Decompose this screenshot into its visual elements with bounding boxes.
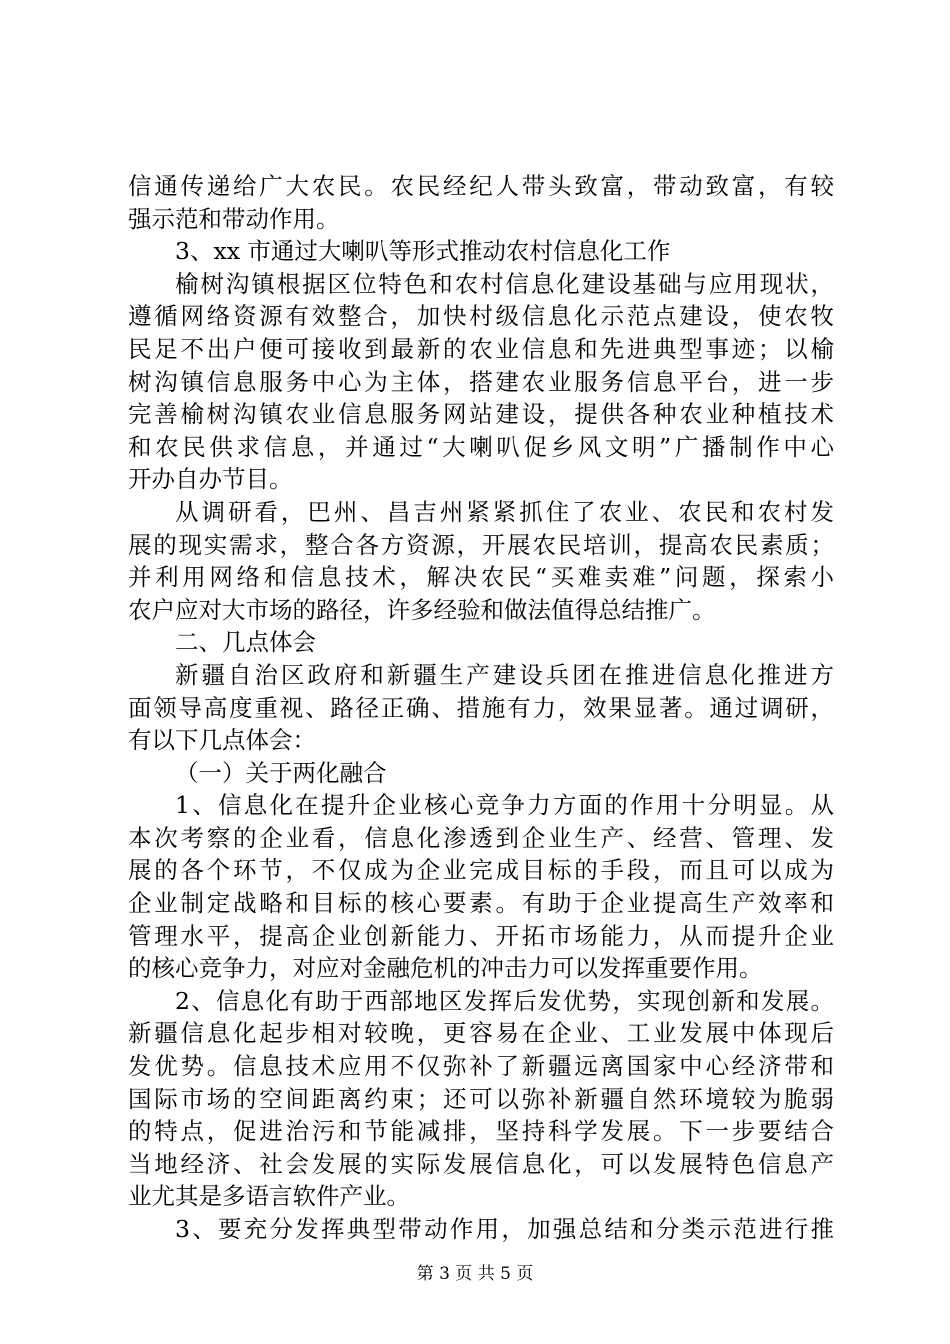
text-line: 当地经济、社会发展的实际发展信息化，可以发展特色信息产 <box>128 1149 834 1178</box>
text-line: 有以下几点体会： <box>128 726 316 755</box>
text-line: 信通传递给广大农民。农民经纪人带头致富，带动致富，有较 <box>128 172 834 200</box>
text-line: 开办自办节目。 <box>128 465 293 494</box>
text-line: 从调研看，巴州、昌吉州紧紧抓住了农业、农民和农村发 <box>175 497 834 526</box>
text-line: 本次考察的企业看，信息化渗透到企业生产、经营、管理、发 <box>128 823 834 852</box>
text-line: 3、xx 市通过大喇叭等形式推动农村信息化工作 <box>175 237 671 266</box>
text-line: 3、要充分发挥典型带动作用，加强总结和分类示范进行推 <box>175 1215 834 1243</box>
text-line: 树沟镇信息服务中心为主体，搭建农业服务信息平台，进一步 <box>128 367 834 396</box>
text-line: 发优势。信息技术应用不仅弥补了新疆远离国家中心经济带和 <box>128 1052 834 1081</box>
text-line: 1、信息化在提升企业核心竞争力方面的作用十分明显。从 <box>175 791 834 820</box>
text-line: （一）关于两化融合 <box>175 758 387 787</box>
page-footer: 第 3 页 共 5 页 <box>416 1264 534 1284</box>
text-line: 国际市场的空间距离约束；还可以弥补新疆自然环境较为脆弱 <box>128 1084 834 1113</box>
text-line: 企业制定战略和目标的核心要素。有助于企业提高生产效率和 <box>128 889 834 918</box>
text-line: 二、几点体会 <box>175 628 316 657</box>
text-line: 强示范和带动作用。 <box>128 204 340 233</box>
text-line: 的核心竞争力，对应对金融危机的冲击力可以发挥重要作用。 <box>128 954 763 983</box>
text-line: 新疆信息化起步相对较晚，更容易在企业、工业发展中体现后 <box>128 1019 834 1048</box>
text-line: 2、信息化有助于西部地区发挥后发优势，实现创新和发展。 <box>175 986 834 1015</box>
text-line: 业尤其是多语言软件产业。 <box>128 1182 410 1211</box>
text-line: 和农民供求信息，并通过“大喇叭促乡风文明”广播制作中心 <box>128 432 834 461</box>
text-line: 的特点，促进治污和节能减排，坚持科学发展。下一步要结合 <box>128 1117 834 1146</box>
text-line: 完善榆树沟镇农业信息服务网站建设，提供各种农业种植技术 <box>128 400 834 429</box>
text-line: 民足不出户便可接收到最新的农业信息和先进典型事迹；以榆 <box>128 334 834 363</box>
text-line: 农户应对大市场的路径，许多经验和做法值得总结推广。 <box>128 595 716 624</box>
text-line: 新疆自治区政府和新疆生产建设兵团在推进信息化推进方 <box>175 660 834 689</box>
body-text <box>128 170 834 1246</box>
text-line: 展的各个环节，不仅成为企业完成目标的手段，而且可以成为 <box>128 856 834 885</box>
text-line: 并利用网络和信息技术，解决农民“买难卖难”问题，探索小 <box>128 563 834 592</box>
text-line: 面领导高度重视、路径正确、措施有力，效果显著。通过调研， <box>128 693 834 722</box>
text-line: 榆树沟镇根据区位特色和农村信息化建设基础与应用现状， <box>175 269 834 298</box>
text-line: 管理水平，提高企业创新能力、开拓市场能力，从而提升企业 <box>128 921 834 950</box>
text-line: 遵循网络资源有效整合，加快村级信息化示范点建设，使农牧 <box>128 302 834 331</box>
text-line: 展的现实需求，整合各方资源，开展农民培训，提高农民素质； <box>128 530 834 559</box>
